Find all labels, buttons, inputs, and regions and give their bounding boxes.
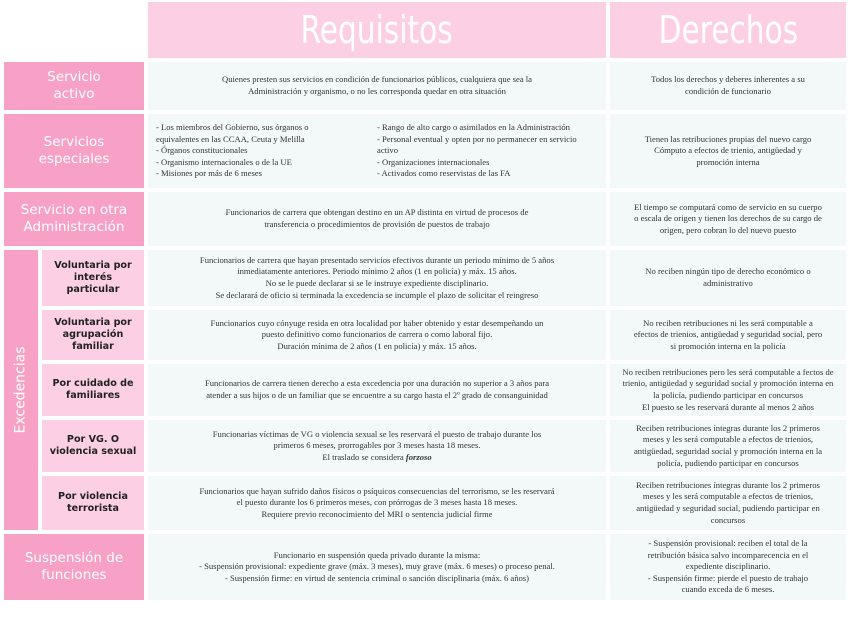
violencia-terrorista-requisitos <box>148 476 606 530</box>
servicios-especiales-derechos <box>610 114 846 188</box>
requisitos-col-2 <box>377 122 598 180</box>
text-line: - Suspensión provisional: reciben el total de la <box>648 538 808 549</box>
interes-particular-derechos <box>610 250 846 306</box>
text-line: - Organizaciones internacionales <box>377 156 490 167</box>
text-line: Todos los derechos y deberes inherentes a su <box>651 74 805 85</box>
text-line: No se le puede declarar si se le instruye expediente disciplinario. <box>265 278 489 288</box>
otra-administracion-requisitos <box>148 192 606 246</box>
text-line: Reciben retribuciones íntegras durante los 2 primeros <box>636 479 820 490</box>
sublabel-violencia-terrorista: Por violencia terrorista <box>42 476 144 530</box>
text-line: Funcionarios cuyo cónyuge resida en otra localidad por haber obtenido y estar desempeñando un <box>210 317 544 328</box>
text-line: - Los miembros del Gobierno, sus órganos o <box>156 122 309 133</box>
text-line: Duración mínima de 2 años (1 en policía) y máx. 15 años. <box>277 340 477 351</box>
text-line: meses y les será computable a efectos de trienios, <box>642 491 814 502</box>
interes-particular-requisitos <box>148 250 606 306</box>
text-line: - Personal eventual y opten por no permanecer en servicio <box>377 133 577 144</box>
header-derechos <box>610 2 846 58</box>
sublabel-agrupacion-familiar: Voluntaria por agrupación familiar <box>42 310 144 360</box>
violencia-terrorista-derechos <box>610 476 846 530</box>
text-line: Tienen las retribuciones propias del nuevo cargo <box>644 133 812 144</box>
text-line: - Rango de alto cargo o asimilados en la Administración <box>377 122 570 133</box>
text-line: administrativo <box>703 278 753 288</box>
row-label-excedencias <box>4 250 38 530</box>
text-line: - Suspensión firme: pierde el puesto de trabajo <box>647 572 809 583</box>
text-line: efectos de trienios, antigüedad y seguridad social, pero <box>633 329 823 340</box>
text-line: expediente disciplinario. <box>685 561 771 572</box>
text-line: condición de funcionario <box>685 86 771 96</box>
text-line: antigüedad, seguridad social y promoción interna en la <box>633 446 823 456</box>
text-line: si promoción interna en la policía <box>670 340 786 351</box>
servicios-especiales-requisitos <box>148 114 606 188</box>
sublabel-cuidado-familiares: Por cuidado de familiares <box>42 364 144 416</box>
text-line: - Órganos constitucionales <box>156 145 248 156</box>
suspension-requisitos <box>148 534 606 600</box>
text-line: - Activados como reservistas de las FA <box>377 168 511 179</box>
servicio-activo-derechos <box>610 62 846 110</box>
row-label-suspension: Suspensión de funciones <box>4 534 144 600</box>
text-line: - Suspensión firme: en virtud de sentencia criminal o sanción disciplinaria (máx. 6 años) <box>224 572 530 583</box>
text-line: Funcionarios de carrera tienen derecho a esta excedencia por una duración no superior a 3 años para <box>204 378 550 389</box>
suspension-derechos <box>610 534 846 600</box>
text-line: cuando exceda de 6 meses. <box>681 584 775 595</box>
text-line: transferencia o procedimientos de provisión de puestos de trabajo <box>264 219 490 229</box>
text-line: Se declarará de oficio si terminada la excedencia se incumple el plazo de solicitar el reingreso <box>215 289 539 300</box>
text-line: antigüedad y seguridad social, pudiendo participar en <box>636 503 820 513</box>
excedencias-label: Excedencias <box>13 346 29 434</box>
row-label-servicio-activo: Servicio activo <box>4 62 144 110</box>
text-line: Quienes presten sus servicios en condición de funcionarios públicos, cualquiera que sea la <box>222 74 532 85</box>
text-line: No reciben ningún tipo de derecho económico o <box>645 266 811 277</box>
traslado-text: El traslado se considera <box>322 451 406 462</box>
text-line: policía, pudiendo participar en concursos <box>657 457 799 468</box>
text-line: origen, pero cobran lo del nuevo puesto <box>659 224 797 235</box>
text-line: Requiere previo reconocimiento del MRI o sentencia judicial firme <box>261 508 493 519</box>
text-line: Cómputo a efectos de trienio, antigüedad y <box>654 145 802 156</box>
traslado-line <box>213 452 541 464</box>
header-requisitos-title: Requisitos <box>300 8 454 52</box>
text-line: retribución básica salvo incomparecencia en el <box>647 549 809 560</box>
text-line: atender a sus hijos o de un familiar que se encuentre a su cargo hasta el 2º grado de consanguinidad <box>206 390 548 400</box>
violencia-genero-derechos <box>610 420 846 472</box>
text-line: equivalentes en las CCAA, Ceuta y Melilla <box>156 133 305 144</box>
requisitos-col-1 <box>156 122 377 180</box>
text-line: No reciben retribuciones ni les será computable a <box>643 317 813 328</box>
text-line: activo <box>377 145 398 156</box>
header-requisitos <box>148 2 606 58</box>
text-line: - Suspensión provisional: expediente grave (máx. 3 meses), muy grave (máx. 6 meses) o proceso penal. <box>199 561 555 572</box>
text-line: promoción interna <box>696 156 760 167</box>
servicio-activo-requisitos <box>148 62 606 110</box>
text-line: primeros 6 meses, prorrogables por 3 meses hasta 18 meses. <box>273 440 481 451</box>
text-line: El tiempo se computará como de servicio en su cuerpo <box>634 201 822 212</box>
text-line: Reciben retribuciones íntegras durante los 2 primeros <box>636 422 820 433</box>
text-line: Funcionarias víctimas de VG o violencia sexual se les reservará el puesto de trabajo durante los <box>212 428 542 439</box>
text-line: el puesto durante los 6 primeros meses, con prórrogas de 3 meses hasta 18 meses. <box>236 497 518 508</box>
row-label-otra-administracion: Servicio en otra Administración <box>4 192 144 246</box>
agrupacion-familiar-requisitos <box>148 310 606 360</box>
text-line: meses y les será computable a efectos de trienios, <box>642 434 814 445</box>
sublabel-interes-particular: Voluntaria por interés particular <box>42 250 144 306</box>
cuidado-familiares-requisitos <box>148 364 606 416</box>
text-line: - Misiones por más de 6 meses <box>156 168 262 179</box>
text-line: - Organismo internacionales o de la UE <box>156 156 292 167</box>
text-line: concursos <box>710 514 746 525</box>
text-line: Administración y organismo, o no les corresponda quedar en otra situación <box>248 86 506 96</box>
text-line: puesto definitivo como funcionarios de carrera o como laboral fijo. <box>261 329 493 340</box>
violencia-genero-requisitos <box>148 420 606 472</box>
otra-administracion-derechos <box>610 192 846 246</box>
text-line: inmediatamente anteriores. Periodo mínimo 2 años (1 en policía) y máx. 15 años. <box>237 266 517 277</box>
header-derechos-title: Derechos <box>658 8 798 52</box>
text-line: o escala de origen y tienen los derechos de su cargo de <box>634 213 822 224</box>
text-line: Funcionario en suspensión queda privado durante la misma: <box>273 549 481 560</box>
text-line: No reciben retribuciones pero les será computable a fectos de <box>622 366 834 377</box>
sublabel-violencia-genero: Por VG. O violencia sexual <box>42 420 144 472</box>
cuidado-familiares-derechos <box>610 364 846 416</box>
text-line: la policía, pudiendo participar en concursos <box>653 390 803 400</box>
row-label-servicios-especiales: Servicios especiales <box>4 114 144 188</box>
text-line: Funcionarios de carrera que hayan presentado servicios efectivos durante un periodo mínimo de 5 años <box>199 254 555 265</box>
text-line: El puesto se les reservará durante al menos 2 años <box>641 401 815 412</box>
text-line: Funcionarios de carrera que obtengan destino en un AP distinta en virtud de procesos de <box>225 207 529 218</box>
text-line: Funcionarios que hayan sufrido daños físicos o psíquicos consecuencias del terrorismo, se les reservará <box>199 485 555 496</box>
text-line: trienio, antigüedad y seguridad social y promoción interna en <box>622 378 834 389</box>
forzoso-text: forzoso <box>405 451 432 462</box>
agrupacion-familiar-derechos <box>610 310 846 360</box>
